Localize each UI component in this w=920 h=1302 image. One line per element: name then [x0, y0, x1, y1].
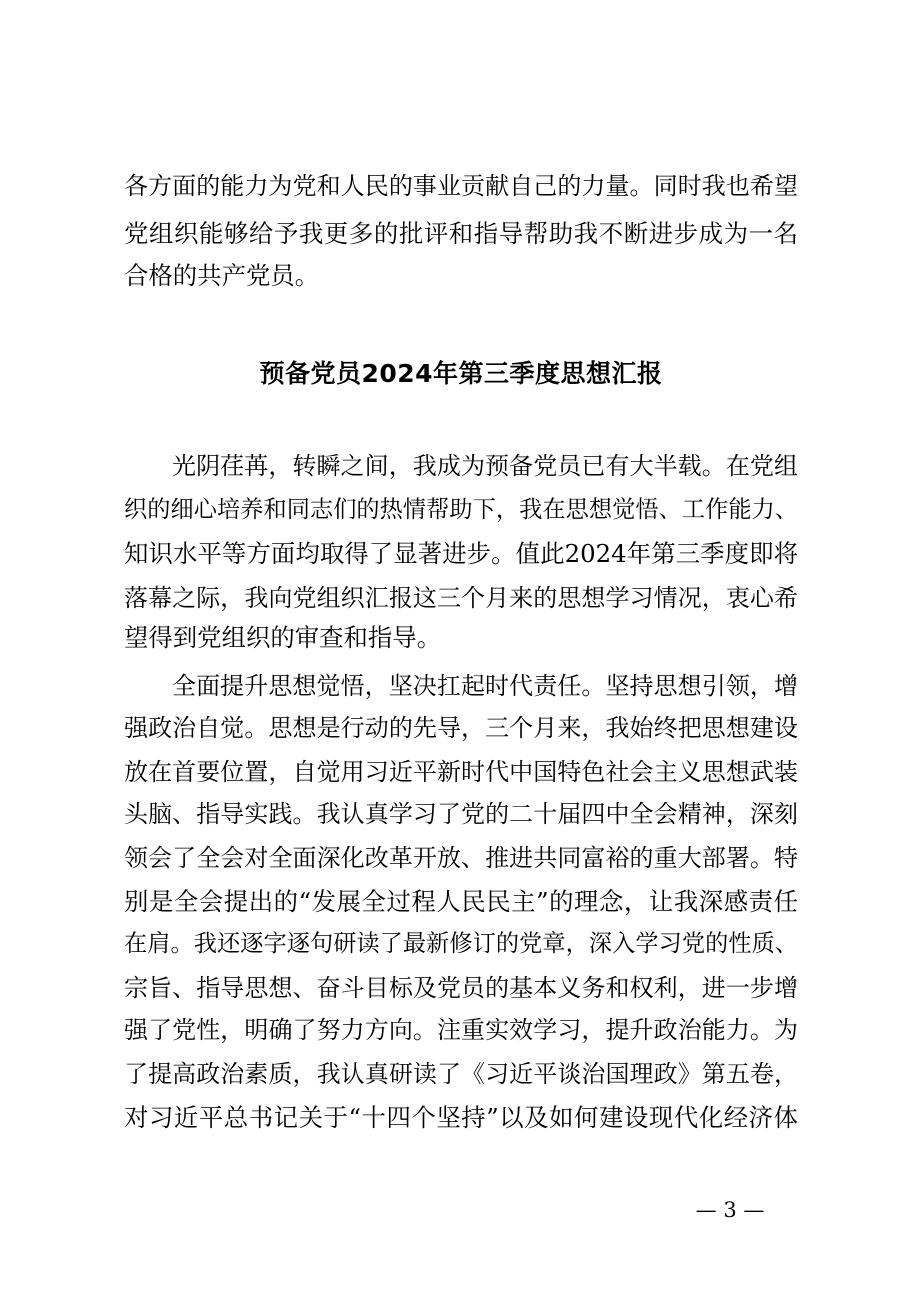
- document-title: 预备党员2024年第三季度思想汇报: [259, 359, 663, 388]
- text-line: 光阴荏苒，转瞬之间，我成为预备党员已有大半载。在党组: [172, 452, 798, 480]
- page-number: — 3 —: [695, 1198, 765, 1222]
- text-line: 织的细心培养和同志们的热情帮助下，我在思想觉悟、工作能力、: [124, 496, 798, 523]
- text-line: 了提高政治素质，我认真研读了《习近平谈治国理政》第五卷，: [124, 1060, 798, 1088]
- text-line: 各方面的能力为党和人民的事业贡献自己的力量。同时我也希望: [124, 172, 798, 200]
- text-line: 领会了全会对全面深化改革开放、推进共同富裕的重大部署。特: [124, 844, 798, 872]
- text-line: 落幕之际，我向党组织汇报这三个月来的思想学习情况，衷心希: [124, 584, 798, 612]
- text-line: 放在首要位置，自觉用习近平新时代中国特色社会主义思想武装: [124, 758, 798, 786]
- text-line: 对习近平总书记关于“十四个坚持”以及如何建设现代化经济体: [124, 1103, 798, 1132]
- text-line: 知识水平等方面均取得了显著进步。值此2024年第三季度即将: [124, 539, 798, 568]
- text-line: 宗旨、指导思想、奋斗目标及党员的基本义务和权利，进一步增: [124, 974, 798, 1002]
- text-line: 头脑、指导实践。我认真学习了党的二十届四中全会精神，深刻: [124, 800, 798, 828]
- text-line: 合格的共产党员。: [124, 261, 320, 290]
- text-line: 强政治自觉。思想是行动的先导，三个月来，我始终把思想建设: [124, 714, 798, 742]
- text-line: 强了党性，明确了努力方向。注重实效学习，提升政治能力。为: [124, 1016, 798, 1044]
- text-line: 望得到党组织的审查和指导。: [124, 623, 442, 652]
- text-line: 在肩。我还逐字逐句研读了最新修订的党章，深入学习党的性质、: [124, 930, 798, 957]
- text-line: 别是全会提出的“发展全过程人民民主”的理念，让我深感责任: [124, 887, 798, 916]
- text-line: 全面提升思想觉悟，坚决扛起时代责任。坚持思想引领，增: [172, 672, 798, 700]
- text-line: 党组织能够给予我更多的批评和指导帮助我不断进步成为一名: [124, 219, 798, 248]
